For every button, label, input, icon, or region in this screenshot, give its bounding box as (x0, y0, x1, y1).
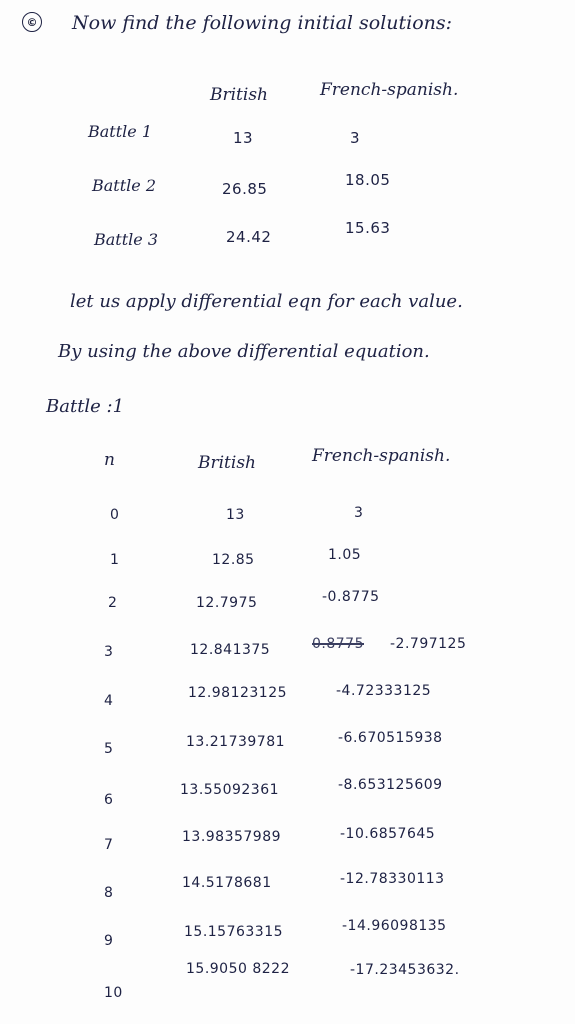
struck-value: 0.8775 (312, 636, 364, 652)
text-line-using-equation: By using the above differential equation. (58, 341, 430, 362)
n-value: 3 (104, 644, 114, 660)
french-value: -10.6857645 (340, 826, 436, 842)
french-value: -6.670515938 (338, 730, 443, 746)
battle-1-heading: Battle :1 (46, 396, 125, 417)
battle-1-french: 3 (350, 129, 361, 147)
british-value: 13.21739781 (186, 734, 286, 750)
n-value: 7 (104, 837, 114, 853)
french-value: -8.653125609 (338, 777, 443, 793)
french-value: -4.72333125 (336, 683, 432, 699)
n-value: 1 (110, 552, 120, 568)
n-value: 0 (110, 507, 120, 523)
n-value: 4 (104, 693, 114, 709)
british-value: 13 (226, 507, 245, 523)
header-french-spanish: French-spanish. (312, 446, 451, 466)
british-value: 12.85 (212, 552, 255, 568)
french-value: -2.797125 (390, 636, 467, 652)
row-label-battle-2: Battle 2 (92, 176, 157, 195)
header-british: British (210, 85, 268, 105)
battle-3-french: 15.63 (345, 219, 391, 237)
n-value: 9 (104, 933, 114, 949)
n-value: 2 (108, 595, 118, 611)
section-title: Now find the following initial solutions: (72, 12, 453, 34)
n-value: 10 (104, 985, 123, 1001)
text-line-apply-differential: let us apply differential eqn for each value. (70, 291, 463, 312)
n-value: 8 (104, 885, 114, 901)
battle-3-british: 24.42 (226, 228, 272, 246)
french-value: 3 (354, 505, 364, 521)
french-value: -14.96098135 (342, 918, 447, 934)
row-label-battle-1: Battle 1 (88, 122, 153, 141)
british-value: 13.98357989 (182, 829, 282, 845)
french-value: -17.23453632. (350, 962, 460, 978)
battle-2-british: 26.85 (222, 180, 268, 198)
row-label-battle-3: Battle 3 (94, 230, 159, 249)
n-value: 6 (104, 792, 114, 808)
british-value: 15.9050 8222 (186, 961, 290, 977)
british-value: 12.98123125 (188, 685, 288, 701)
british-value: 13.55092361 (180, 782, 280, 798)
n-value: 5 (104, 741, 114, 757)
battle-1-british: 13 (233, 129, 254, 147)
british-value: 12.7975 (196, 595, 258, 611)
battle-2-french: 18.05 (345, 171, 391, 189)
header-french-spanish: French-spanish. (320, 80, 459, 100)
british-value: 12.841375 (190, 642, 271, 658)
british-value: 14.5178681 (182, 875, 272, 891)
french-value: 1.05 (328, 547, 362, 563)
french-value: -12.78330113 (340, 871, 445, 887)
header-n: n (104, 450, 115, 470)
british-value: 15.15763315 (184, 924, 284, 940)
header-british: British (198, 453, 256, 473)
section-marker: © (22, 12, 42, 32)
french-value: -0.8775 (322, 589, 380, 605)
